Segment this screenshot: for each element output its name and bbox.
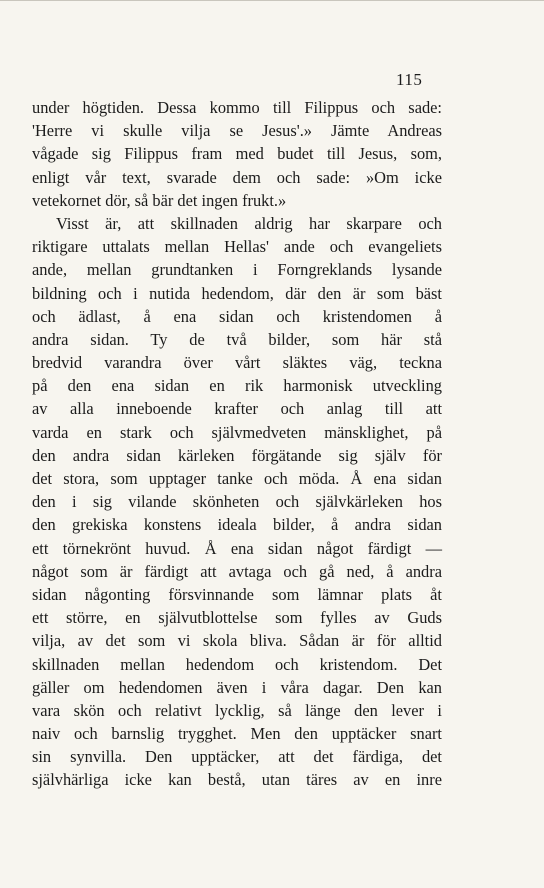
text-line: självhärliga icke kan bestå, utan täres av en inre — [32, 770, 442, 790]
text-line: vara skön och relativt lycklig, så länge den lever i — [32, 700, 442, 720]
text-line: och ädlast, å ena sidan och kristendomen å — [32, 306, 442, 326]
text-line: vågade sig Filippus fram med budet till Jesus, som, — [32, 144, 442, 164]
text-line: vilja, av det som vi skola bliva. Sådan är för alltid — [32, 631, 442, 651]
text-line: den andra sidan kärleken förgätande sig själv för — [32, 445, 442, 465]
text-line: enligt vår text, svarade dem och sade: »Om icke — [32, 167, 442, 187]
text-line: den i sig vilande skönheten och självkärleken hos — [32, 492, 442, 512]
text-line: ett större, en självutblottelse som fylles av Guds — [32, 608, 442, 628]
text-line: ett törnekrönt huvud. Å ena sidan något färdigt — — [32, 538, 442, 558]
text-line: sin synvilla. Den upptäcker, att det färdiga, det — [32, 747, 442, 767]
text-line: bildning och i nutida hedendom, där den är som bäst — [32, 283, 442, 303]
text-line: sidan någonting försvinnande som lämnar plats åt — [32, 584, 442, 604]
text-line: andra sidan. Ty de två bilder, som här stå — [32, 329, 442, 349]
text-line: under högtiden. Dessa kommo till Filippus och sade: — [32, 98, 442, 117]
text-line: 'Herre vi skulle vilja se Jesus'.» Jämte Andreas — [32, 121, 442, 141]
body-text — [32, 96, 442, 792]
text-line: naiv och barnslig trygghet. Men den upptäcker snart — [32, 724, 442, 744]
text-line: av alla inneboende krafter och anlag till att — [32, 399, 442, 419]
text-line: gäller om hedendomen även i våra dagar. Den kan — [32, 677, 442, 697]
text-line: skillnaden mellan hedendom och kristendom. Det — [32, 654, 442, 674]
page-number: 115 — [396, 70, 423, 89]
page-top-edge — [0, 0, 544, 1]
text-line: den grekiska konstens ideala bilder, å andra sidan — [32, 515, 442, 535]
text-line: riktigare uttalats mellan Hellas' ande och evangeliets — [32, 237, 442, 257]
text-line: på den ena sidan en rik harmonisk utveckling — [32, 376, 442, 396]
text-line: Visst är, att skillnaden aldrig har skarpare och — [56, 213, 442, 233]
text-line: det stora, som upptager tanke och möda. Å ena sidan — [32, 469, 442, 488]
text-line: ande, mellan grundtanken i Forngreklands lysande — [32, 260, 442, 280]
text-line: något som är färdigt att avtaga och gå ned, å andra — [32, 561, 442, 581]
text-line: varda en stark och självmedveten mänsklighet, på — [32, 422, 442, 442]
text-line: vetekornet dör, så bär det ingen frukt.» — [32, 190, 287, 210]
text-line: bredvid varandra över vårt släktes väg, teckna — [32, 353, 442, 373]
